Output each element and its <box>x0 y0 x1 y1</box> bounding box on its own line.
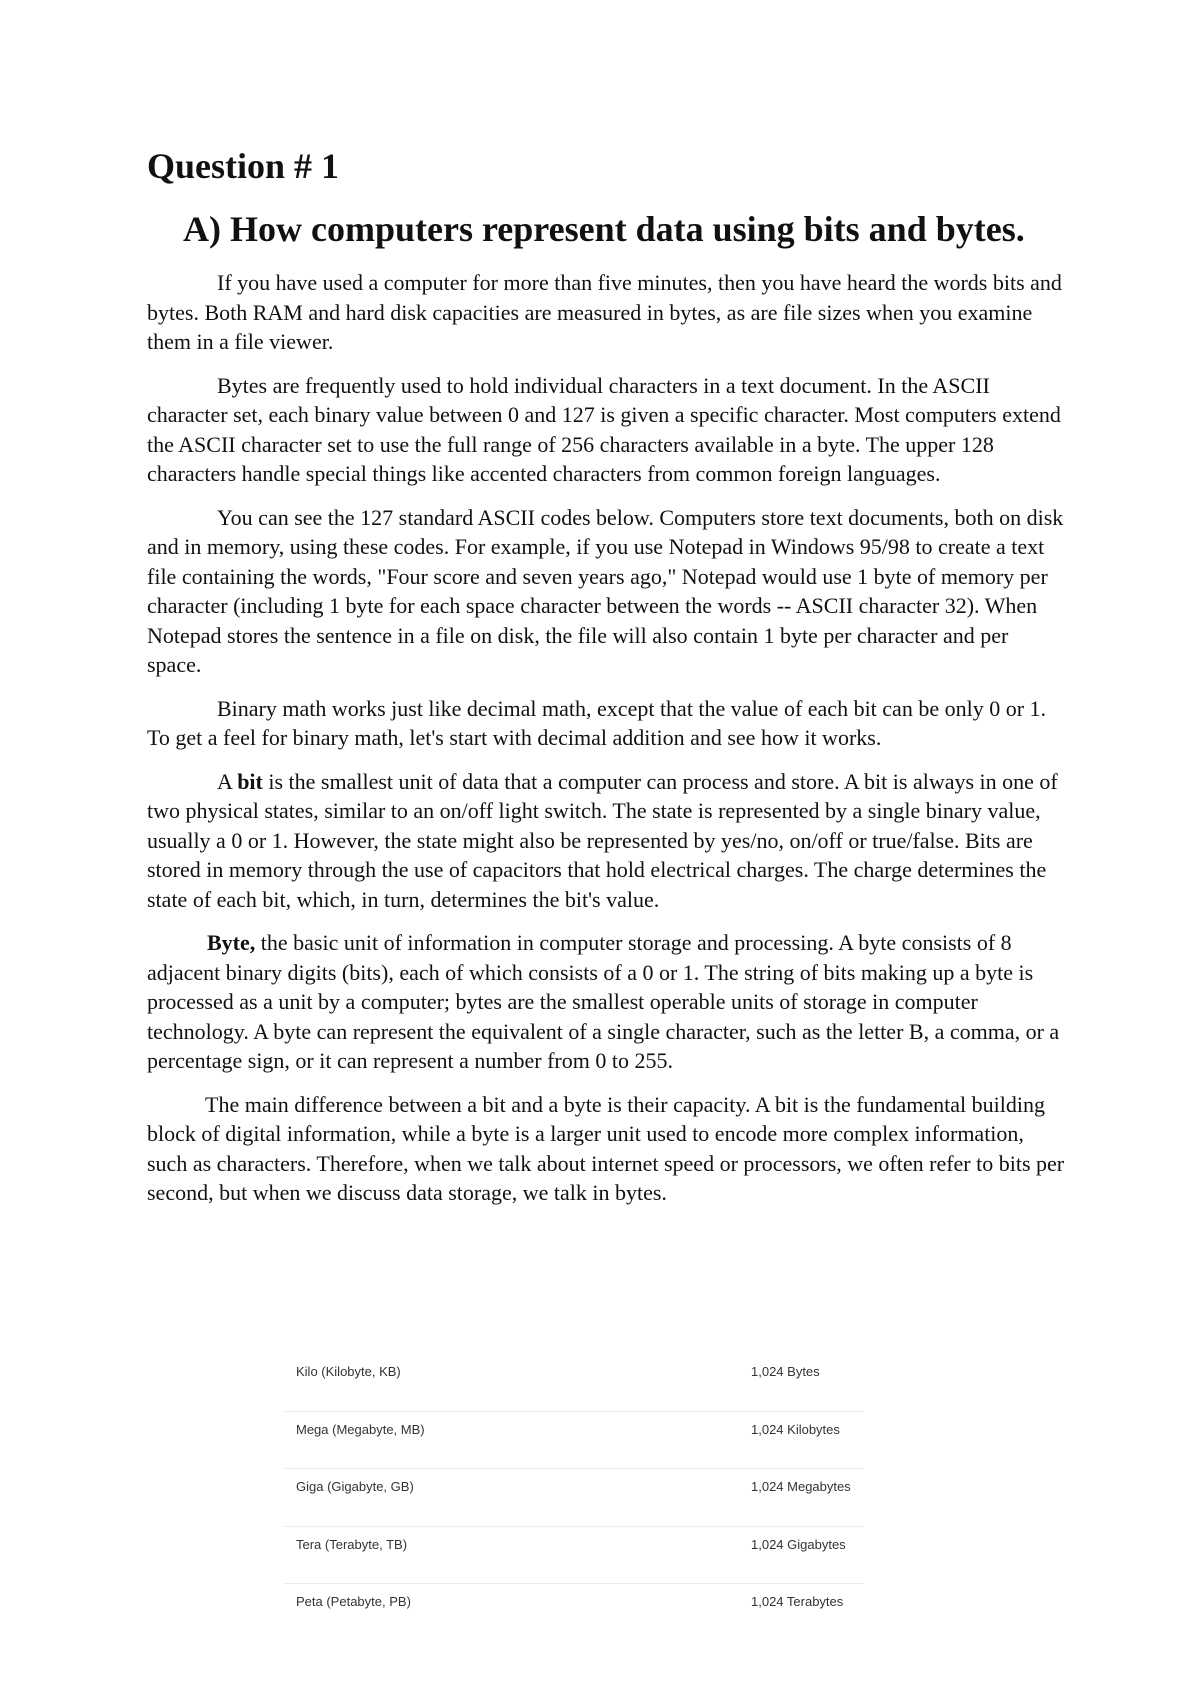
unit-value: 1,024 Megabytes <box>751 1479 851 1494</box>
paragraph-bit-prefix: A <box>217 768 238 794</box>
document-body <box>147 268 1067 1222</box>
question-heading: Question # 1 <box>147 146 340 186</box>
paragraph-intro: If you have used a computer for more than five minutes, then you have heard the words bits and bytes. Both RAM and hard disk capacities are measured in bytes, as are file sizes when you examine them in a file viewer. <box>147 270 1062 354</box>
unit-name: Kilo (Kilobyte, KB) <box>296 1364 401 1379</box>
unit-name: Giga (Gigabyte, GB) <box>296 1479 414 1494</box>
byte-term: Byte, <box>207 930 256 955</box>
unit-value: 1,024 Bytes <box>751 1364 820 1379</box>
table-row <box>284 1354 864 1412</box>
storage-units-table <box>284 1354 864 1641</box>
paragraph-bit-definition <box>147 767 1067 915</box>
paragraph-ascii: Bytes are frequently used to hold individual characters in a text document. In the ASCII character set, each binary value between 0 and 127 is given a specific character. Most computers extend the ASCII character set to use the full range of 256 characters available in a byte. The upper 128 characters handle special things like accented characters from common foreign languages. <box>147 372 1061 486</box>
unit-value: 1,024 Kilobytes <box>751 1421 840 1437</box>
table-row <box>284 1469 864 1527</box>
table-row <box>284 1412 864 1470</box>
paragraph-ascii-codes: You can see the 127 standard ASCII codes below. Computers store text documents, both on disk and in memory, using these codes. For example, if you use Notepad in Windows 95/98 to create a text file containing the words, "Four score and seven years ago," Notepad would use 1 byte of memory per character (including 1 byte for each space character between the words -- ASCII character 32). When Notepad stores the sentence in a file on disk, the file will also contain 1 byte per character and per space. <box>147 504 1064 677</box>
unit-value: 1,024 Terabytes <box>751 1594 844 1609</box>
paragraph-byte-definition <box>147 928 1067 1076</box>
paragraph-bit-vs-byte: The main difference between a bit and a byte is their capacity. A bit is the fundamental building block of digital information, while a byte is a larger unit used to encode more complex information, such as characters. Therefore, when we talk about internet speed or processors, we often refer to bits per second, but when we discuss data storage, we talk in bytes. <box>147 1091 1065 1205</box>
unit-name: Tera (Terabyte, TB) <box>296 1536 408 1552</box>
section-subheading: A) How computers represent data using bits and bytes. <box>183 209 1025 249</box>
table-row <box>284 1584 864 1641</box>
paragraph-binary-math: Binary math works just like decimal math, except that the value of each bit can be only 0 or 1. To get a feel for binary math, let's start with decimal addition and see how it works. <box>147 695 1047 750</box>
table-row <box>284 1527 864 1585</box>
paragraph-byte-text: the basic unit of information in computer storage and processing. A byte consists of 8 adjacent binary digits (bits), each of which consists of a 0 or 1. The string of bits making up a byte is processed as a unit by a computer; bytes are the smallest operable units of storage in computer technology. A byte can represent the equivalent of a single character, such as the letter B, a comma, or a percentage sign, or it can represent a number from 0 to 255. <box>147 930 1060 1073</box>
unit-name: Mega (Megabyte, MB) <box>296 1421 425 1437</box>
unit-name: Peta (Petabyte, PB) <box>296 1594 411 1609</box>
paragraph-bit-text: is the smallest unit of data that a computer can process and store. A bit is always in one of two physical states, similar to an on/off light switch. The state is represented by a single binary value, usually a 0 or 1. However, the state might also be represented by yes/no, on/off or true/false. Bits are stored in memory through the use of capacitors that hold electrical charges. The charge determines the state of each bit, which, in turn, determines the bit's value. <box>147 768 1058 912</box>
bit-term: bit <box>237 768 263 794</box>
unit-value: 1,024 Gigabytes <box>751 1536 846 1552</box>
